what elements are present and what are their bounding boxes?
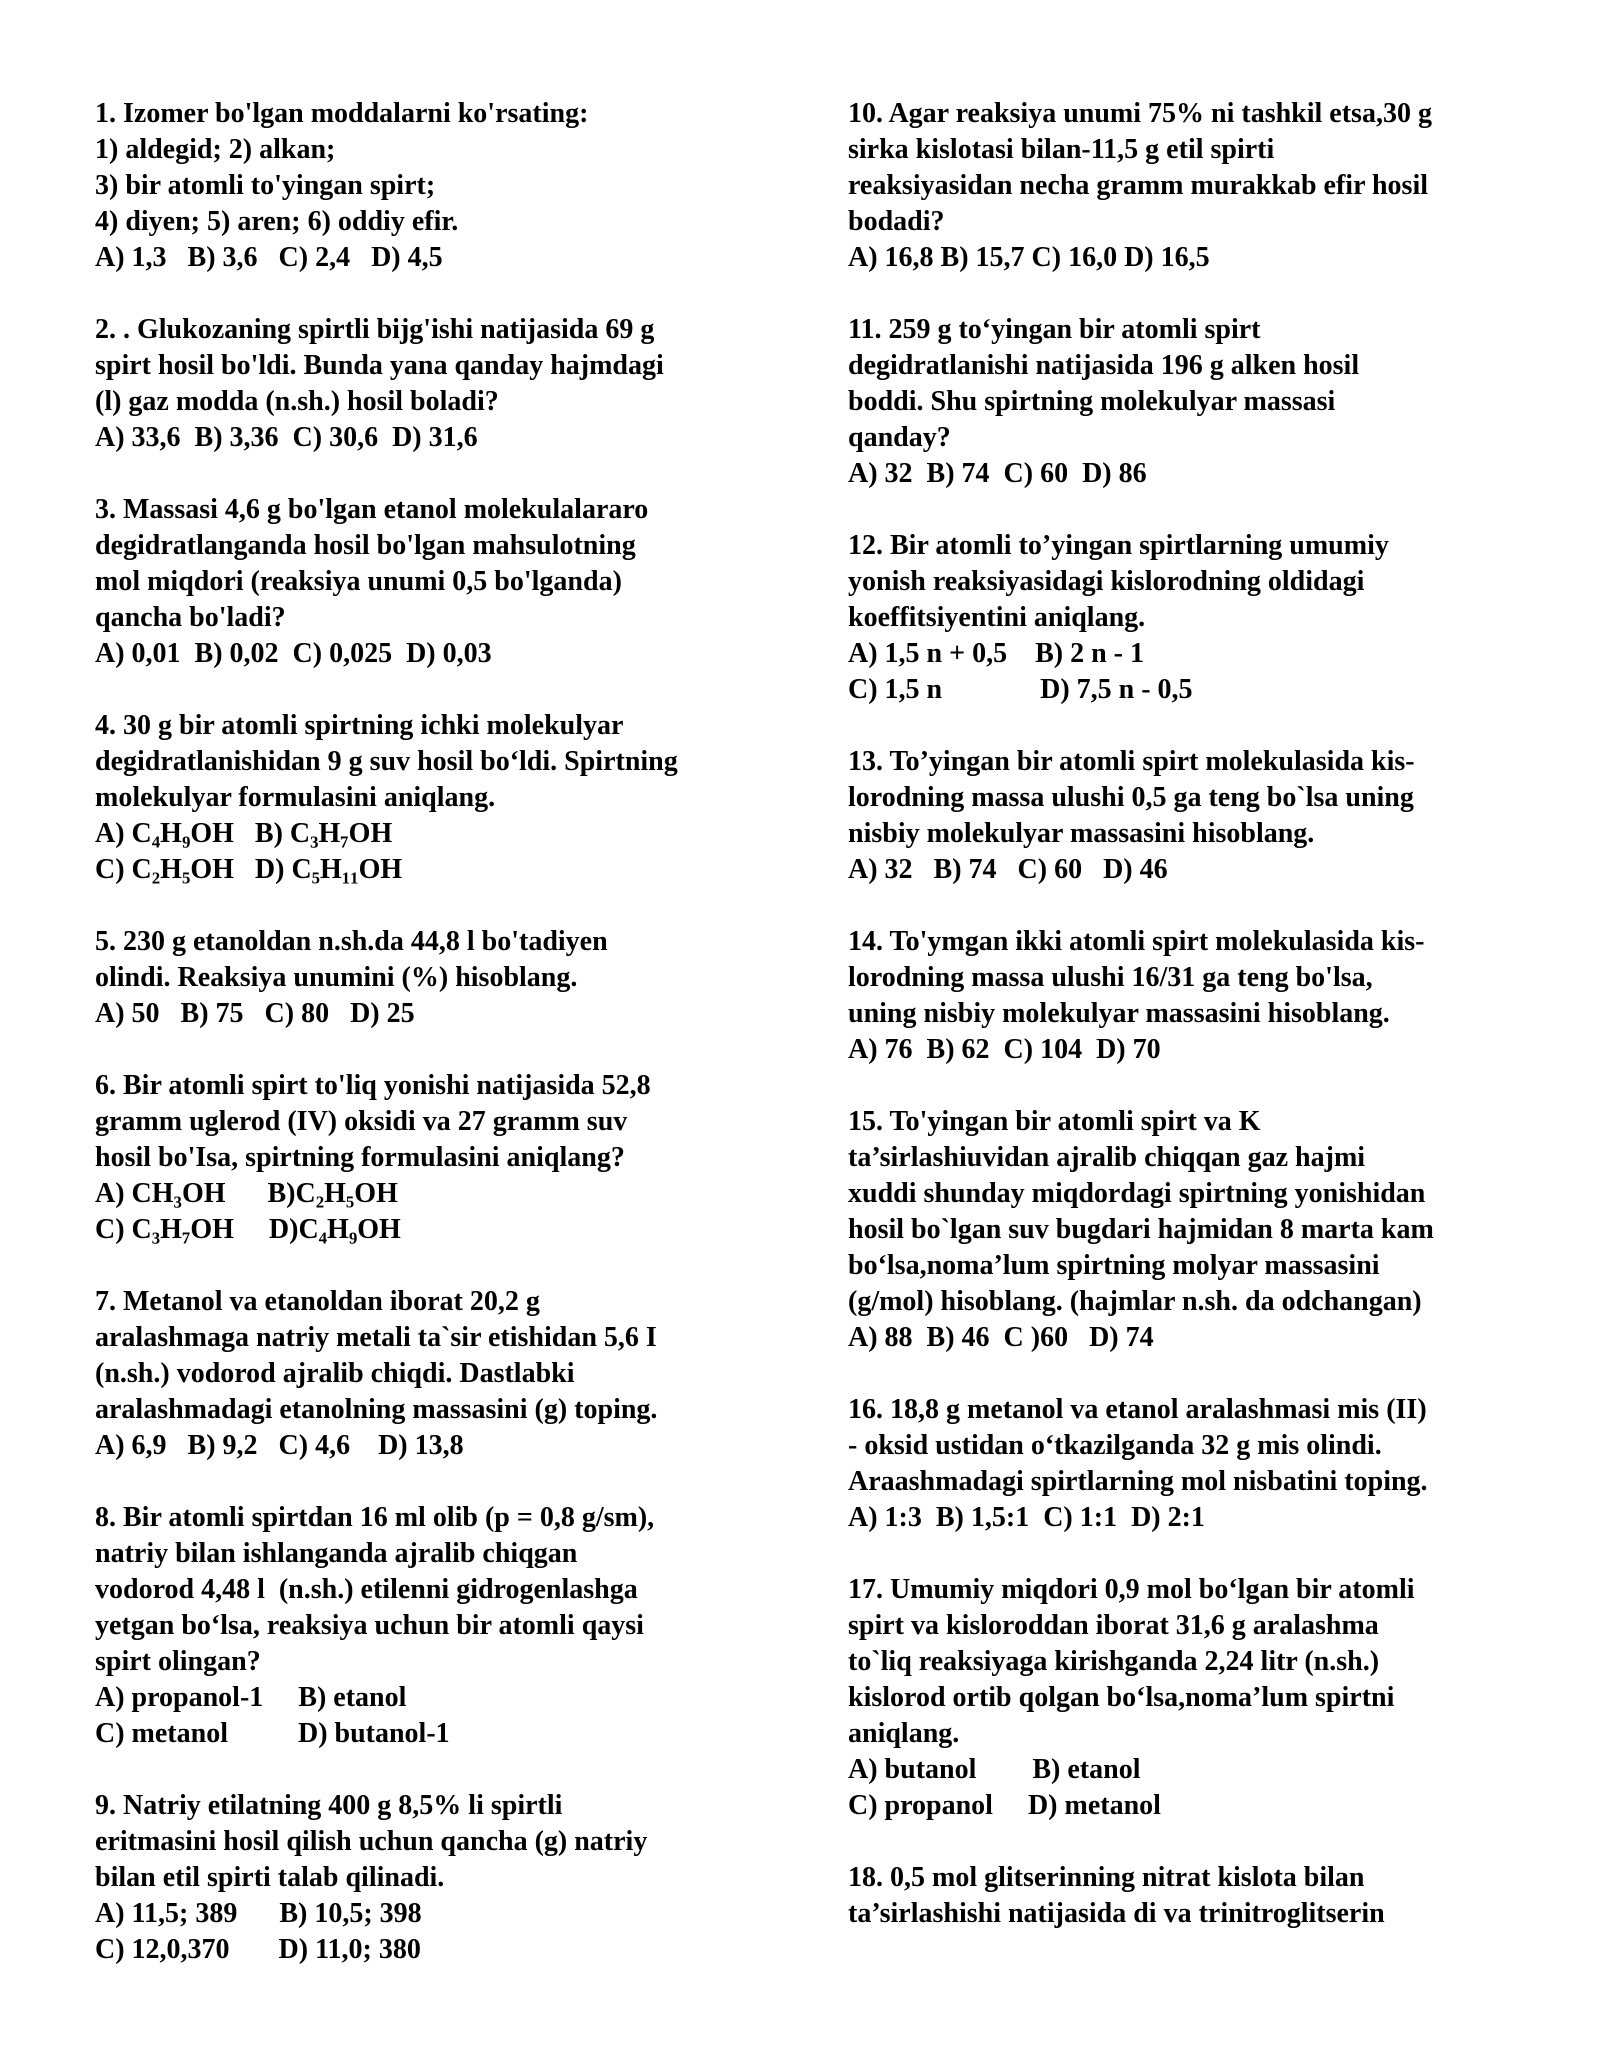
question-line: A) C₄H₉OH B) C₃H₇OH: [95, 818, 393, 849]
question-line: A) 0,01 B) 0,02 C) 0,025 D) 0,03: [95, 638, 492, 669]
question-line: degidratlanishidan 9 g suv hosil bo‘ldi. Spirtning: [95, 746, 678, 777]
question-block: [848, 1860, 1548, 1932]
question-line: C) C₃H₇OH D)C₄H₉OH: [95, 1214, 401, 1245]
question-line: A) butanol B) etanol: [848, 1754, 1141, 1785]
question-block: [848, 1104, 1548, 1356]
question-line: 3. Massasi 4,6 g bo'lgan etanol molekulalararo: [95, 494, 649, 525]
question-block: [95, 312, 815, 456]
question-block: [848, 312, 1548, 492]
question-block: [95, 708, 815, 888]
question-line: olindi. Reaksiya unumini (%) hisoblang.: [95, 962, 578, 993]
question-line: aniqlang.: [848, 1718, 960, 1749]
question-line: spirt va kisloroddan iborat 31,6 g aralashma: [848, 1610, 1379, 1641]
question-line: A) 1,3 B) 3,6 C) 2,4 D) 4,5: [95, 242, 443, 273]
question-line: degidratlanishi natijasida 196 g alken hosil: [848, 350, 1360, 381]
question-line: 16. 18,8 g metanol va etanol aralashmasi mis (II): [848, 1394, 1427, 1425]
question-block: [848, 1392, 1548, 1536]
question-line: lorodning massa ulushi 16/31 ga teng bo'lsa,: [848, 962, 1373, 993]
question-line: A) 11,5; 389 B) 10,5; 398: [95, 1898, 422, 1929]
question-line: Araashmadagi spirtlarning mol nisbatini toping.: [848, 1466, 1428, 1497]
question-line: A) 88 B) 46 C )60 D) 74: [848, 1322, 1154, 1353]
question-line: bodadi?: [848, 206, 945, 237]
question-line: qancha bo'ladi?: [95, 602, 286, 633]
question-line: 12. Bir atomli to’yingan spirtlarning umumiy: [848, 530, 1389, 561]
question-line: hosil bo'Isa, spirtning formulasini aniqlang?: [95, 1142, 625, 1173]
question-line: 17. Umumiy miqdori 0,9 mol bo‘lgan bir atomli: [848, 1574, 1415, 1605]
question-line: 18. 0,5 mol glitserinning nitrat kislota bilan: [848, 1862, 1365, 1893]
question-line: boddi. Shu spirtning molekulyar massasi: [848, 386, 1336, 417]
question-line: 8. Bir atomli spirtdan 16 ml olib (p = 0,8 g/sm),: [95, 1502, 655, 1533]
question-line: eritmasini hosil qilish uchun qancha (g) natriy: [95, 1826, 648, 1857]
question-line: to`liq reaksiyaga kirishganda 2,24 litr (n.sh.): [848, 1646, 1380, 1677]
question-line: C) propanol D) metanol: [848, 1790, 1161, 1821]
question-line: 13. To’yingan bir atomli spirt molekulasida kis-: [848, 746, 1415, 777]
question-line: nisbiy molekulyar massasini hisoblang.: [848, 818, 1315, 849]
question-line: A) CH₃OH B)C₂H₅OH: [95, 1178, 398, 1209]
question-line: A) 32 B) 74 C) 60 D) 86: [848, 458, 1147, 489]
question-line: 9. Natriy etilatning 400 g 8,5% li spirtli: [95, 1790, 563, 1821]
question-block: [95, 1068, 815, 1248]
question-line: A) propanol-1 B) etanol: [95, 1682, 407, 1713]
question-line: 5. 230 g etanoldan n.sh.da 44,8 l bo'tadiyen: [95, 926, 608, 957]
question-line: 7. Metanol va etanoldan iborat 20,2 g: [95, 1286, 540, 1317]
question-block: [95, 96, 815, 276]
question-line: koeffitsiyentini aniqlang.: [848, 602, 1146, 633]
question-line: xuddi shunday miqdordagi spirtning yonishidan: [848, 1178, 1426, 1209]
question-line: 4. 30 g bir atomli spirtning ichki molekulyar: [95, 710, 624, 741]
question-line: A) 1,5 n + 0,5 B) 2 n - 1: [848, 638, 1144, 669]
question-line: C) 12,0,370 D) 11,0; 380: [95, 1934, 421, 1965]
question-line: spirt olingan?: [95, 1646, 261, 1677]
question-line: 6. Bir atomli spirt to'liq yonishi natijasida 52,8: [95, 1070, 651, 1101]
question-line: A) 33,6 B) 3,36 C) 30,6 D) 31,6: [95, 422, 478, 453]
question-line: A) 50 B) 75 C) 80 D) 25: [95, 998, 415, 1029]
question-line: ta’sirlashishi natijasida di va trinitroglitserin: [848, 1898, 1385, 1929]
question-line: degidratlanganda hosil bo'lgan mahsulotning: [95, 530, 636, 561]
question-line: aralashmadagi etanolning massasini (g) toping.: [95, 1394, 658, 1425]
question-line: 2. . Glukozaning spirtli bijg'ishi natijasida 69 g: [95, 314, 655, 345]
question-line: A) 1:3 B) 1,5:1 C) 1:1 D) 2:1: [848, 1502, 1205, 1533]
question-line: - oksid ustidan o‘tkazilganda 32 g mis olindi.: [848, 1430, 1382, 1461]
question-line: aralashmaga natriy metali ta`sir etishidan 5,6 I: [95, 1322, 657, 1353]
question-block: [95, 1284, 815, 1464]
question-block: [95, 1500, 815, 1752]
question-line: 15. To'yingan bir atomli spirt va K: [848, 1106, 1261, 1137]
question-line: 11. 259 g to‘yingan bir atomli spirt: [848, 314, 1261, 345]
question-line: spirt hosil bo'ldi. Bunda yana qanday hajmdagi: [95, 350, 664, 381]
question-line: 1. Izomer bo'lgan moddalarni ko'rsating:: [95, 98, 589, 129]
question-line: ta’sirlashiuvidan ajralib chiqqan gaz hajmi: [848, 1142, 1366, 1173]
question-line: (l) gaz modda (n.sh.) hosil boladi?: [95, 386, 499, 417]
question-line: sirka kislotasi bilan-11,5 g etil spirti: [848, 134, 1275, 165]
question-line: lorodning massa ulushi 0,5 ga teng bo`lsa uning: [848, 782, 1414, 813]
question-block: [848, 96, 1548, 276]
question-line: bo‘lsa,noma’lum spirtning molyar massasini: [848, 1250, 1380, 1281]
question-line: A) 76 B) 62 C) 104 D) 70: [848, 1034, 1161, 1065]
question-line: C) metanol D) butanol-1: [95, 1718, 450, 1749]
question-block: [848, 744, 1548, 888]
question-line: uning nisbiy molekulyar massasini hisoblang.: [848, 998, 1390, 1029]
question-line: 1) aldegid; 2) alkan;: [95, 134, 336, 165]
question-line: mol miqdori (reaksiya unumi 0,5 bo'lganda): [95, 566, 622, 597]
question-line: C) 1,5 n D) 7,5 n - 0,5: [848, 674, 1193, 705]
question-line: hosil bo`lgan suv bugdari hajmidan 8 marta kam: [848, 1214, 1434, 1245]
question-line: gramm uglerod (IV) oksidi va 27 gramm suv: [95, 1106, 628, 1137]
question-block: [848, 528, 1548, 708]
question-line: A) 32 B) 74 C) 60 D) 46: [848, 854, 1168, 885]
question-line: 3) bir atomli to'yingan spirt;: [95, 170, 436, 201]
right-column: [848, 96, 1548, 1968]
question-line: 14. To'ymgan ikki atomli spirt molekulasida kis-: [848, 926, 1425, 957]
question-line: molekulyar formulasini aniqlang.: [95, 782, 496, 813]
question-line: natriy bilan ishlanganda ajralib chiqgan: [95, 1538, 578, 1569]
question-line: vodorod 4,48 l (n.sh.) etilenni gidrogenlashga: [95, 1574, 638, 1605]
question-line: (g/mol) hisoblang. (hajmlar n.sh. da odchangan): [848, 1286, 1422, 1317]
question-line: yetgan bo‘lsa, reaksiya uchun bir atomli qaysi: [95, 1610, 644, 1641]
left-column: [95, 96, 815, 2004]
question-line: bilan etil spirti talab qilinadi.: [95, 1862, 445, 1893]
question-line: reaksiyasidan necha gramm murakkab efir hosil: [848, 170, 1429, 201]
question-line: 4) diyen; 5) aren; 6) oddiy efir.: [95, 206, 459, 237]
question-line: kislorod ortib qolgan bo‘lsa,noma’lum spirtni: [848, 1682, 1395, 1713]
question-block: [95, 924, 815, 1032]
question-line: A) 16,8 B) 15,7 C) 16,0 D) 16,5: [848, 242, 1210, 273]
question-line: (n.sh.) vodorod ajralib chiqdi. Dastlabki: [95, 1358, 575, 1389]
question-line: A) 6,9 B) 9,2 C) 4,6 D) 13,8: [95, 1430, 464, 1461]
question-block: [95, 1788, 815, 1968]
question-line: yonish reaksiyasidagi kislorodning oldidagi: [848, 566, 1365, 597]
question-block: [848, 924, 1548, 1068]
question-block: [95, 492, 815, 672]
question-line: 10. Agar reaksiya unumi 75% ni tashkil etsa,30 g: [848, 98, 1432, 129]
question-line: qanday?: [848, 422, 951, 453]
question-line: C) C₂H₅OH D) C₅H₁₁OH: [95, 854, 403, 885]
question-block: [848, 1572, 1548, 1824]
